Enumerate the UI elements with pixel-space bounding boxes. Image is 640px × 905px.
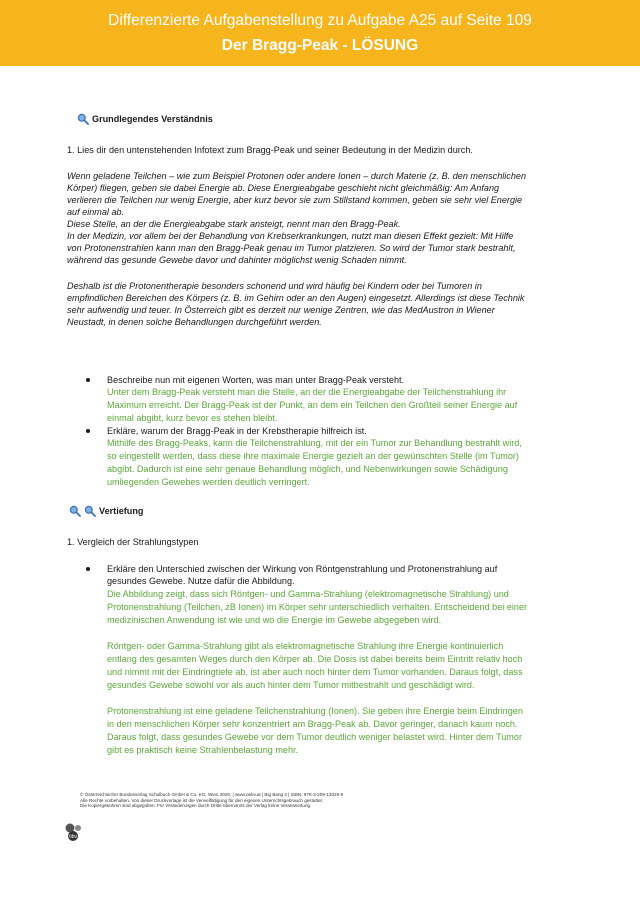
answer-line: so eingestellt werden, dass diese ihre maximale Energie gezielt an der gewünschten Stelle (im Tumor) xyxy=(107,451,519,461)
info-line: während das gesunde Gewebe davor und dahinter möglichst wenig Schaden nimmt. xyxy=(67,255,407,265)
info-line: sehr aufwendig und teuer. In Österreich gibt es derzeit nur wenige Zentren, wie das MedAustron in Wiener xyxy=(67,305,495,315)
page-header xyxy=(0,0,640,66)
magnifier-icon xyxy=(69,505,81,517)
answer-line: Die Abbildung zeigt, dass sich Röntgen- und Gamma-Strahlung (elektromagnetische Strahlung) und xyxy=(107,589,509,599)
answer-line: Maximum erreicht. Der Bragg-Peak ist der Punkt, an dem ein Teilchen den Großteil seiner Energie auf xyxy=(107,400,518,410)
section-title-deepening xyxy=(69,505,143,517)
section-title-text: Vertiefung xyxy=(99,506,144,516)
question-text: Erkläre den Unterschied zwischen der Wirkung von Röntgenstrahlung und Protonenstrahlung auf xyxy=(107,564,498,574)
publisher-logo xyxy=(64,822,84,842)
info-line: auf einmal ab. xyxy=(67,207,125,217)
logo-text: öbv xyxy=(68,834,78,840)
task-2: 1. Vergleich der Strahlungstypen xyxy=(67,537,199,547)
info-line: Deshalb ist die Protonentherapie besonders schonend und wird häufig bei Kindern oder bei Tumoren in xyxy=(67,281,482,291)
task-1: 1. Lies dir den untenstehenden Infotext zum Bragg-Peak und seiner Bedeutung in der Medizin durch. xyxy=(67,145,473,155)
answer-line: Unter dem Bragg-Peak versteht man die Stelle, an der die Energieabgabe der Teilchenstrahlung ihr xyxy=(107,387,507,397)
info-line: In der Medizin, vor allem bei der Behandlung von Krebserkrankungen, nutzt man diesen Effekt gezielt: Mit Hilfe xyxy=(67,231,514,241)
question-text: gesundes Gewebe. Nutze dafür die Abbildung. xyxy=(107,576,295,586)
answer-line: in den menschlichen Körper sehr konzentriert am Bragg-Peak ab. Davor geringer, danach kaum noch. xyxy=(107,719,518,729)
answer-line: Protonenstrahlung ist eine geladene Teilchenstrahlung (Ionen). Sie geben ihre Energie beim Eindringen xyxy=(107,706,523,716)
info-line: von Protonenstrahlen kann man den Bragg-Peak genau im Tumor platzieren. So wird der Tumor stark bestrahlt, xyxy=(67,243,516,253)
footer-line: Die Kopiergebühren sind abgegolten. Für Veränderungen durch Dritte übernimmt der Verlag keine Verantwortung. xyxy=(80,803,312,809)
question-text: Erkläre, warum der Bragg-Peak in der Krebstherapie hilfreich ist. xyxy=(107,426,367,436)
answer-line: entlang des gesamten Weges durch den Körper ab. Die Dosis ist dabei bereits beim Eintritt relativ hoch xyxy=(107,654,523,664)
answer-line: Daraus folgt, dass gesundes Gewebe vor dem Tumor deutlich weniger belastet wird. Hinter dem Tumor xyxy=(107,732,522,742)
bullet-icon xyxy=(86,567,90,571)
answer-line: abgibt. Dadurch ist eine sehr genaue Behandlung möglich, und Nebenwirkungen sowie Schädigung xyxy=(107,464,508,474)
answer-line: Protonenstrahlung (Teilchen, zB Ionen) im Körper sehr unterschiedlich verhalten. Entscheidend bei einer xyxy=(107,602,528,612)
answer-line: medizinischen Anwendung ist wie und wo die Energie im Gewebe abgegeben wird. xyxy=(107,615,442,625)
footer xyxy=(80,792,480,809)
footer-line: © Österreichischer Bundesverlag Schulbuch GmbH & Co. KG, Wien 2026. | www.oebv.at | Big Bang 4 | ISBN: 978-3-209-13025-9 xyxy=(80,792,344,797)
info-line: verlieren die Teilchen nur wenig Energie, aber kurz bevor sie zum Stillstand kommen, geben sie sehr viel Energie xyxy=(67,195,523,205)
header-subtitle: Der Bragg-Peak - LÖSUNG xyxy=(221,37,419,54)
info-line: Diese Stelle, an der die Energieabgabe stark ansteigt, nennt man den Bragg-Peak. xyxy=(67,219,401,229)
section-title-text: Grundlegendes Verständnis xyxy=(92,114,213,124)
info-line: Körper) fliegen, geben sie dabei Energie ab. Diese Energieabgabe geschieht nicht gleichmäßig: Am Anfang xyxy=(67,183,500,193)
info-line: Neustadt, in denen solche Behandlungen durchgeführt werden. xyxy=(67,317,322,327)
footer-line: Alle Rechte vorbehalten. Von dieser Druckvorlage ist die Vervielfältigung für den eigenen Unterrichtsgebrauch gestattet. xyxy=(80,797,324,803)
answer-line: Mithilfe des Bragg-Peaks, kann die Teilchenstrahlung, mit der ein Tumor zur Behandlung bestrahlt wird, xyxy=(107,438,522,448)
info-line: Wenn geladene Teilchen – wie zum Beispiel Protonen oder andere Ionen – durch Materie (z. B. den menschlichen xyxy=(67,171,527,181)
magnifier-icon xyxy=(84,505,96,517)
question-text: Beschreibe nun mit eigenen Worten, was man unter Bragg-Peak versteht. xyxy=(107,375,405,385)
answer-line: einmal abgibt, kurz bevor es stehen bleibt. xyxy=(107,413,278,423)
bullet-icon xyxy=(86,378,90,382)
answer-line: und nimmt mit der Eindringtiefe ab, ist aber auch noch hinter dem Tumor vorhanden. Daraus folgt, dass xyxy=(107,667,523,677)
answer-line: gibt es praktisch keine Strahlenbelastung mehr. xyxy=(107,745,299,755)
bullet-icon xyxy=(86,429,90,433)
header-title: Differenzierte Aufgabenstellung zu Aufgabe A25 auf Seite 109 xyxy=(108,12,532,29)
answer-line: Röntgen- oder Gamma-Strahlung gibt als elektromagnetische Strahlung ihre Energie kontinuierlich xyxy=(107,641,504,651)
section-title-basics xyxy=(77,113,213,125)
magnifier-icon xyxy=(77,113,89,125)
answer-line: gesundes Gewebe sowohl vor als auch hinter dem Tumor mitbestrahlt und geschädigt wird. xyxy=(107,680,475,690)
info-line: empfindlichen Bereichen des Körpers (z. B. im Gehirn oder an den Augen) eingesetzt. Allerdings ist diese Technik xyxy=(67,293,525,303)
answer-line: umliegenden Gewebes werden deutlich verringert. xyxy=(107,477,310,487)
